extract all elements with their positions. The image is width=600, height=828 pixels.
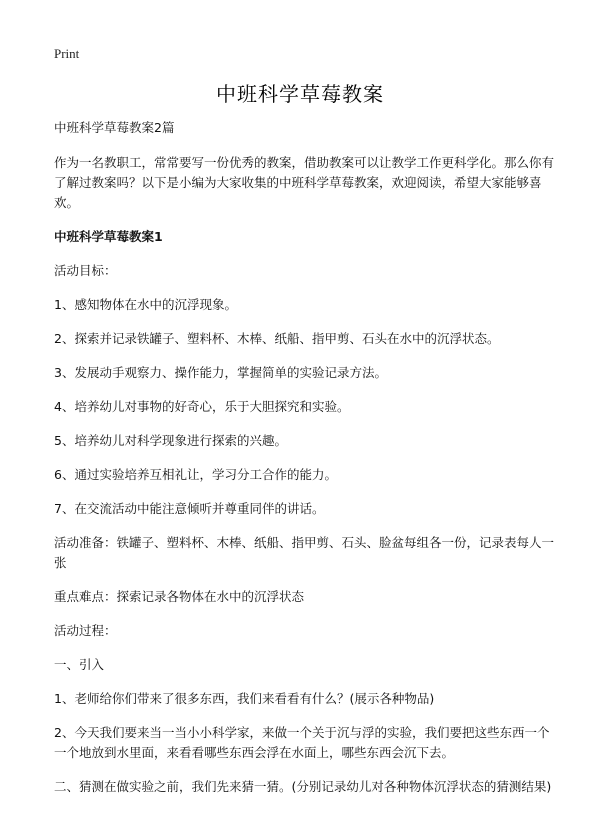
goal-item: 6、通过实验培养互相礼让，学习分工合作的能力。: [54, 467, 337, 482]
page-title: 中班科学草莓教案: [216, 82, 384, 106]
section-title: 中班科学草莓教案1: [54, 229, 163, 244]
goal-item: 7、在交流活动中能注意倾听并尊重同伴的讲话。: [54, 501, 325, 516]
goal-item: 5、培养幼儿对科学现象进行探索的兴趣。: [54, 433, 287, 448]
goal-item: 4、培养幼儿对事物的好奇心，乐于大胆探究和实验。: [54, 399, 350, 414]
step1-item: 1、老师给你们带来了很多东西，我们来看看有什么？(展示各种物品): [54, 691, 435, 706]
step1-item: 2、今天我们要来当一当小小科学家，来做一个关于沉与浮的实验，我们要把这些东西一个一个地放到水里面，来看看哪些东西会浮在水面上，哪些东西会沉下去。: [54, 725, 550, 760]
goals-label: 活动目标：: [54, 263, 117, 278]
step1-title: 一、引入: [54, 657, 105, 672]
intro-paragraph: 作为一名教职工，常常要写一份优秀的教案，借助教案可以让教学工作更科学化。那么你有了解过教案吗？以下是小编为大家收集的中班科学草莓教案，欢迎阅读，希望大家能够喜欢。: [54, 155, 555, 210]
goal-item: 2、探索并记录铁罐子、塑料杯、木棒、纸船、指甲剪、石头在水中的沉浮状态。: [54, 331, 500, 346]
process-label: 活动过程：: [54, 623, 117, 638]
document-body: [54, 118, 554, 811]
print-label: Print: [54, 46, 80, 61]
key-points-paragraph: 重点难点：探索记录各物体在水中的沉浮状态: [54, 589, 305, 604]
step2-paragraph: 二、猜测在做实验之前，我们先来猜一猜。(分别记录幼儿对各种物体沉浮状态的猜测结果): [54, 779, 552, 794]
preparation-paragraph: 活动准备：铁罐子、塑料杯、木棒、纸船、指甲剪、石头、脸盆每组各一份，记录表每人一张: [54, 535, 555, 570]
document-subtitle: 中班科学草莓教案2篇: [54, 120, 175, 135]
goal-item: 3、发展动手观察力、操作能力，掌握简单的实验记录方法。: [54, 365, 387, 380]
goal-item: 1、感知物体在水中的沉浮现象。: [54, 297, 237, 312]
